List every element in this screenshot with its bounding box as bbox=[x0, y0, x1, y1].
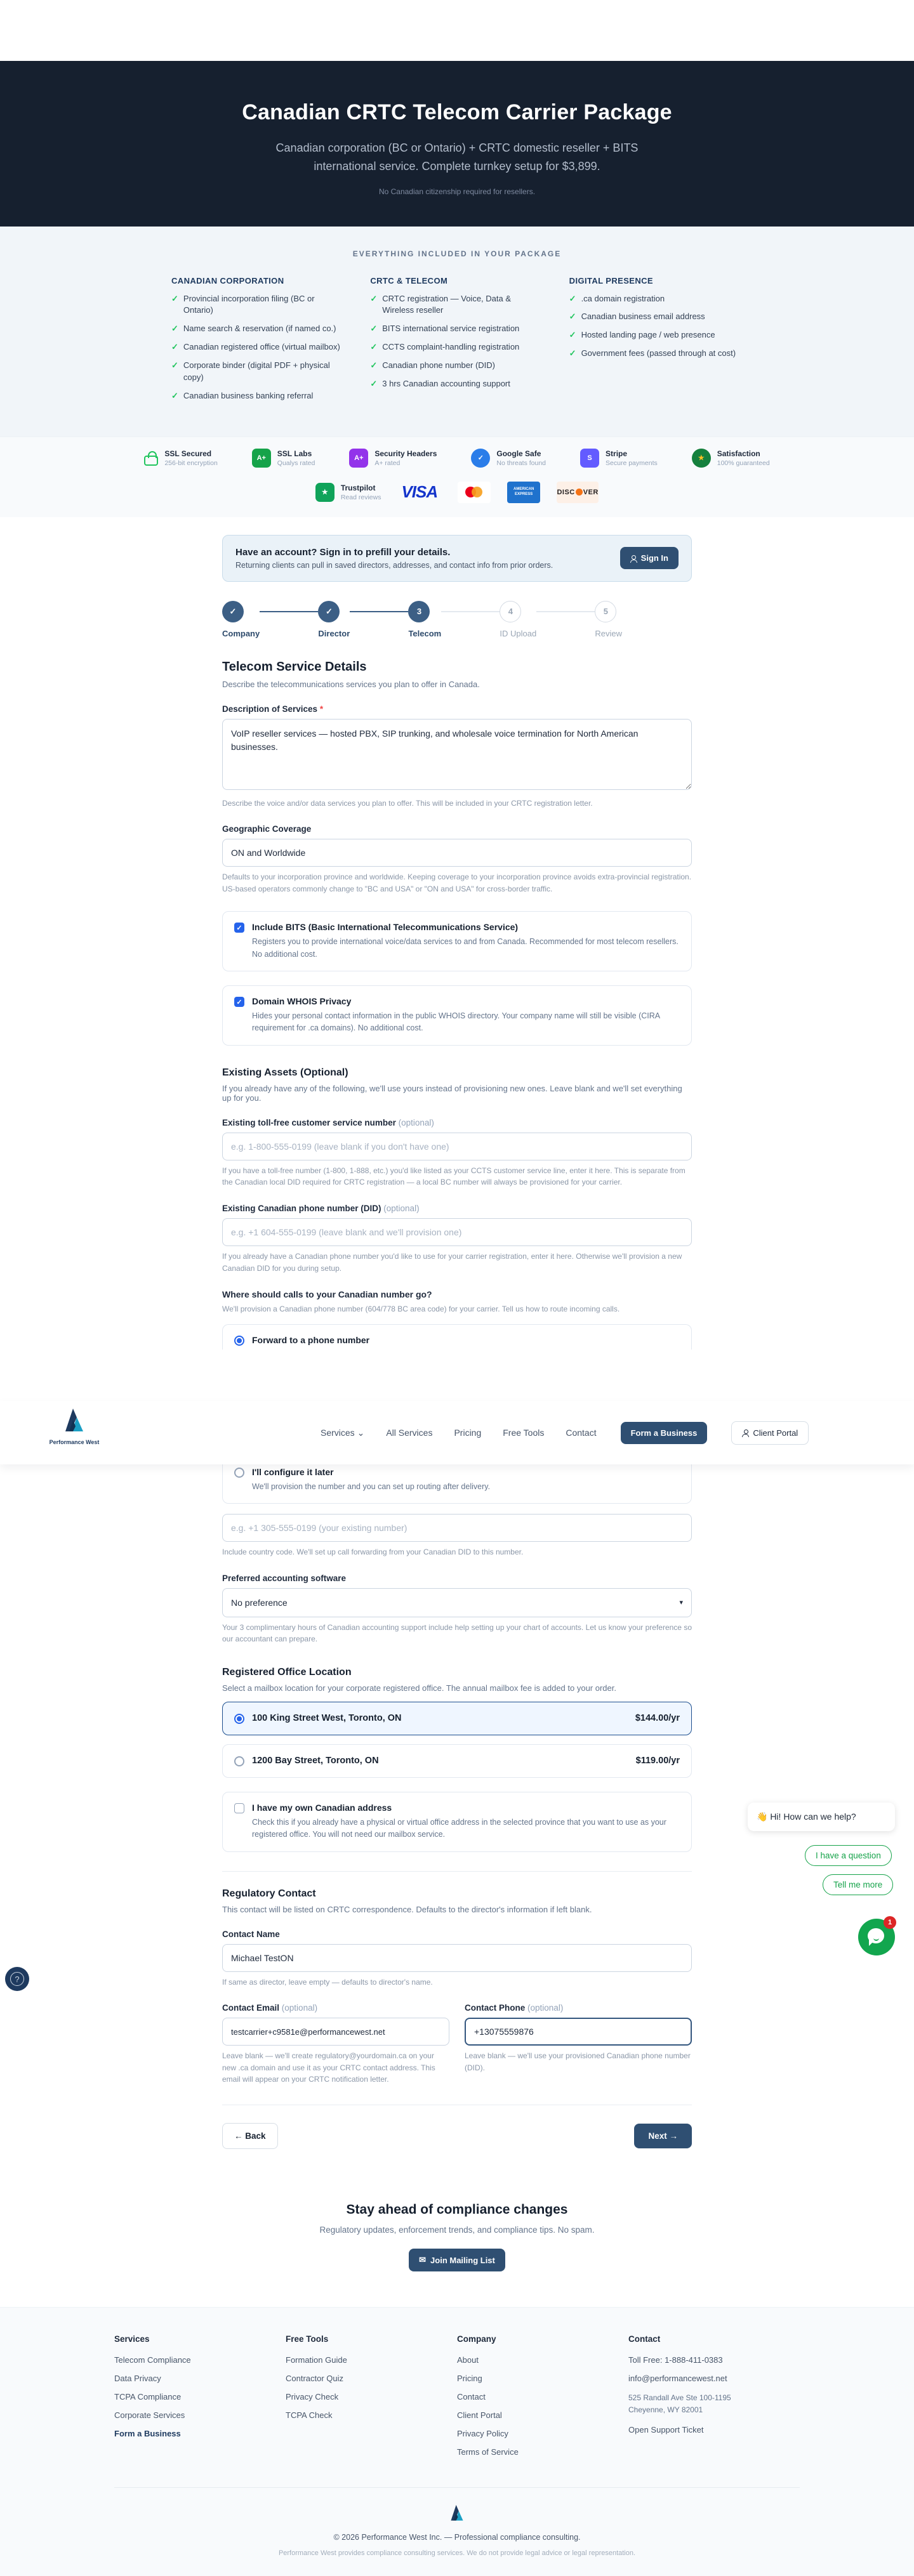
accounting-help: Your 3 complimentary hours of Canadian accounting support include help setting up your chart of accounts. Let us know your preference so our accountant can prepare. bbox=[222, 1622, 692, 1644]
step-check-icon: ✓ bbox=[222, 601, 244, 622]
included-item: ✓ Canadian business banking referral bbox=[171, 390, 345, 402]
office-heading: Registered Office Location bbox=[222, 1666, 352, 1678]
check-icon: ✓ bbox=[171, 390, 178, 400]
included-item: ✓ Name search & reservation (if named co.) bbox=[171, 323, 345, 335]
ssl-labs-icon: A+ bbox=[252, 449, 271, 468]
footer-link-form-a-business[interactable]: Form a Business bbox=[114, 2429, 181, 2439]
nav-links bbox=[321, 1428, 597, 1438]
mailing-subtitle: Regulatory updates, enforcement trends, and compliance tips. No spam. bbox=[319, 2225, 595, 2235]
check-icon: ✓ bbox=[569, 330, 576, 340]
mailing-title: Stay ahead of compliance changes bbox=[346, 2202, 568, 2218]
step-connector bbox=[260, 611, 318, 613]
mastercard-logo bbox=[458, 482, 491, 503]
whois-label: Domain WHOIS Privacy bbox=[252, 996, 352, 1007]
column-title: CRTC & TELECOM bbox=[370, 275, 448, 286]
routing-heading: Where should calls to your Canadian number go? bbox=[222, 1289, 432, 1300]
check-icon: ✓ bbox=[171, 293, 178, 303]
section-title-telecom: Telecom Service Details bbox=[222, 659, 367, 674]
security-headers-icon: A+ bbox=[349, 449, 368, 468]
chevron-down-icon: ⌄ bbox=[357, 1427, 365, 1438]
bits-checkbox-checked[interactable]: ✓ bbox=[234, 923, 244, 933]
step-telecom[interactable]: 3 Telecom bbox=[408, 601, 441, 638]
included-column-corporation bbox=[171, 276, 345, 409]
included-item: ✓ CRTC registration — Voice, Data & Wireless reseller bbox=[370, 293, 543, 317]
brand-name: Performance West bbox=[49, 1439, 100, 1445]
accounting-value: No preference bbox=[231, 1597, 288, 1608]
included-item: ✓ Hosted landing page / web presence bbox=[569, 329, 743, 341]
signin-title: Have an account? Sign in to prefill your details. bbox=[235, 546, 451, 558]
step-connector bbox=[536, 611, 595, 613]
forward-number-input[interactable] bbox=[222, 1514, 692, 1542]
office-price: $144.00/yr bbox=[635, 1713, 680, 1724]
performance-west-logo-icon bbox=[447, 2503, 467, 2523]
trustpilot-star-icon: ★ bbox=[315, 483, 334, 502]
signin-subtitle: Returning clients can pull in saved directors, addresses, and contact info from prior orders. bbox=[235, 560, 553, 570]
office-option-king-street[interactable]: 100 King Street West, Toronto, ON $144.00/yr bbox=[222, 1702, 692, 1735]
brand-logo[interactable] bbox=[39, 1406, 109, 1445]
office-option-bay-street[interactable]: 1200 Bay Street, Toronto, ON $119.00/yr bbox=[222, 1744, 692, 1778]
tollfree-label: Existing toll-free customer service number (optional) bbox=[222, 1117, 434, 1127]
check-icon: ✓ bbox=[569, 293, 576, 303]
existing-assets-heading: Existing Assets (Optional) bbox=[222, 1067, 348, 1078]
bits-option-card[interactable] bbox=[222, 911, 692, 971]
chat-launcher-button[interactable] bbox=[858, 1919, 895, 1955]
included-item: ✓ Government fees (passed through at cost) bbox=[569, 348, 743, 360]
nav-pricing[interactable]: Pricing bbox=[454, 1428, 482, 1438]
contact-email-input[interactable] bbox=[222, 2018, 449, 2046]
step-number: 5 bbox=[595, 601, 616, 622]
chat-bubble-icon bbox=[868, 1928, 884, 1943]
join-mailing-list-button[interactable]: ✉ Join Mailing List bbox=[409, 2249, 505, 2271]
visa-logo: VISA bbox=[401, 482, 438, 501]
satisfaction-star-icon: ★ bbox=[692, 449, 711, 468]
did-input[interactable] bbox=[222, 1218, 692, 1246]
bits-label: Include BITS (Basic International Telecommunications Service) bbox=[252, 922, 519, 933]
later-radio-unselected[interactable] bbox=[234, 1468, 244, 1478]
trust-badges-section bbox=[0, 437, 914, 517]
chat-greeting-bubble[interactable]: 👋 Hi! How can we help? bbox=[748, 1803, 895, 1831]
bits-desc: Registers you to provide international voice/data services to and from Canada. Recommended for most telecom resellers. No additional cost. bbox=[252, 937, 679, 959]
later-label: I'll configure it later bbox=[252, 1466, 334, 1477]
footer-link[interactable]: TCPA Check bbox=[286, 2410, 333, 2421]
accounting-software-select[interactable] bbox=[222, 1588, 692, 1617]
hero-note: No Canadian citizenship required for resellers. bbox=[378, 187, 536, 196]
footer-link[interactable]: Contractor Quiz bbox=[286, 2374, 344, 2384]
office-radio-selected[interactable] bbox=[234, 1714, 244, 1724]
check-icon: ✓ bbox=[370, 378, 378, 388]
contact-name-help: If same as director, leave empty — defaults to director's name. bbox=[222, 1977, 433, 1987]
office-price: $119.00/yr bbox=[635, 1756, 680, 1766]
existing-assets-sub: If you already have any of the following, we'll use yours instead of provisioning new ones. Leave blank and we'll set everything up for you. bbox=[222, 1083, 682, 1103]
contact-phone-label: Contact Phone (optional) bbox=[465, 2003, 564, 2013]
footer-link[interactable]: TCPA Compliance bbox=[114, 2392, 182, 2402]
footer-link[interactable]: Contact bbox=[457, 2392, 486, 2402]
accessibility-help-button[interactable] bbox=[5, 1967, 29, 1991]
check-icon: ✓ bbox=[569, 312, 576, 322]
step-connector bbox=[441, 611, 500, 613]
own-address-desc: Check this if you already have a physical or virtual office address in the selected province that you want to use as your registered office. You will not need our mailbox service. bbox=[252, 1817, 666, 1839]
footer-link[interactable]: Terms of Service bbox=[457, 2447, 519, 2457]
check-icon: ✓ bbox=[370, 342, 378, 352]
included-item: ✓ Canadian phone number (DID) bbox=[370, 360, 543, 372]
check-icon: ✓ bbox=[370, 324, 378, 334]
hero-subtitle: Canadian corporation (BC or Ontario) + CRTC domestic reseller + BITS international service. Complete turnkey setup for $3,899. bbox=[275, 141, 639, 173]
nav-all-services[interactable]: All Services bbox=[386, 1428, 433, 1438]
mailing-section bbox=[0, 2177, 914, 2307]
footer-support-ticket[interactable]: Open Support Ticket bbox=[628, 2425, 704, 2435]
geographic-coverage-label: Geographic Coverage bbox=[222, 824, 312, 834]
contact-phone-input[interactable] bbox=[465, 2018, 692, 2046]
amex-logo: AMERICAN EXPRESS bbox=[507, 482, 540, 503]
nav-free-tools[interactable]: Free Tools bbox=[503, 1428, 545, 1438]
routing-sub: We'll provision a Canadian phone number (604/778 BC area code) for your carrier. Tell us how to route incoming calls. bbox=[222, 1304, 620, 1314]
stripe-icon: S bbox=[580, 449, 599, 468]
person-icon bbox=[630, 555, 637, 562]
disclaimer: Performance West provides compliance consulting services. We do not provide legal advice or legal representation. bbox=[278, 2549, 636, 2558]
section-subtitle: Describe the telecommunications services you plan to offer in Canada. bbox=[222, 679, 480, 689]
included-item: ✓ .ca domain registration bbox=[569, 293, 743, 305]
badge-google-safe: ✓ Google Safe No threats found bbox=[471, 449, 546, 468]
nav-contact[interactable]: Contact bbox=[566, 1428, 597, 1438]
step-number: 3 bbox=[408, 601, 430, 622]
envelope-icon: ✉ bbox=[419, 2255, 427, 2265]
footer-link[interactable]: Data Privacy bbox=[114, 2374, 161, 2384]
whois-checkbox-checked[interactable]: ✓ bbox=[234, 997, 244, 1007]
question-mark-icon: ? bbox=[10, 1972, 24, 1986]
step-company[interactable]: ✓ Company bbox=[222, 601, 260, 638]
footer bbox=[0, 2307, 914, 2576]
office-sub: Select a mailbox location for your corporate registered office. The annual mailbox fee is added to your order. bbox=[222, 1683, 616, 1693]
contact-email-help: Leave blank — we'll create regulatory@yourdomain.ca on your new .ca domain and use it as your CRTC contact address. This email will appear on your CRTC notification letter. bbox=[222, 2051, 435, 2084]
footer-link[interactable]: Pricing bbox=[457, 2374, 482, 2384]
page-title: Canadian CRTC Telecom Carrier Package bbox=[242, 100, 672, 124]
footer-email[interactable]: info@performancewest.net bbox=[628, 2374, 727, 2384]
included-item: ✓ Canadian registered office (virtual mailbox) bbox=[171, 341, 345, 353]
site-navbar bbox=[0, 1401, 914, 1464]
forward-help: Include country code. We'll set up call forwarding from your Canadian DID to this number. bbox=[222, 1548, 524, 1557]
chevron-down-icon: ▾ bbox=[679, 1599, 683, 1607]
footer-bottom bbox=[114, 2487, 800, 2557]
sign-in-button[interactable]: Sign In bbox=[620, 547, 679, 569]
badge-security-headers: A+ Security Headers A+ rated bbox=[349, 449, 437, 468]
main-content bbox=[0, 517, 914, 2178]
included-item: ✓ 3 hrs Canadian accounting support bbox=[370, 378, 543, 390]
footer-column-company: Company About Pricing Contact Client Portal Privacy Policy Terms of Service bbox=[457, 2334, 628, 2466]
step-director[interactable]: ✓ Director bbox=[318, 601, 350, 638]
regulatory-sub: This contact will be listed on CRTC correspondence. Defaults to the director's information if left blank. bbox=[222, 1904, 592, 1914]
geographic-coverage-help: Defaults to your incorporation province and worldwide. Keeping coverage to your incorporation province avoids extra-provincial registration. US-based operators commonly change to "BC and USA" or "ON and USA" for cross-border traffic. bbox=[222, 872, 692, 893]
discover-logo: DISC VER bbox=[557, 482, 599, 503]
included-item: ✓ CCTS complaint-handling registration bbox=[370, 341, 543, 353]
footer-link[interactable]: Formation Guide bbox=[286, 2355, 347, 2365]
nav-services[interactable]: Services ⌄ bbox=[321, 1427, 365, 1438]
badge-trustpilot[interactable]: ★ Trustpilot Read reviews bbox=[315, 483, 381, 502]
footer-link[interactable]: Corporate Services bbox=[114, 2410, 185, 2421]
footer-tollfree[interactable]: Toll Free: 1-888-411-0383 bbox=[628, 2355, 723, 2365]
step-connector bbox=[350, 611, 408, 613]
chat-quick-reply-question[interactable]: I have a question bbox=[805, 1845, 892, 1866]
footer-address: 525 Randall Ave Ste 100-1195 Cheyenne, WY 82001 bbox=[628, 2393, 731, 2415]
discover-dot-icon bbox=[576, 489, 583, 496]
included-item: ✓ BITS international service registration bbox=[370, 323, 543, 335]
included-column-digital bbox=[569, 276, 743, 409]
lock-icon bbox=[144, 456, 158, 466]
step-review[interactable]: 5 Review bbox=[595, 601, 622, 638]
badge-satisfaction: ★ Satisfaction 100% guaranteed bbox=[692, 449, 770, 468]
next-button[interactable]: Next → bbox=[634, 2124, 692, 2148]
footer-link[interactable]: Telecom Compliance bbox=[114, 2355, 191, 2365]
required-asterisk: * bbox=[319, 704, 324, 714]
check-icon: ✓ bbox=[569, 348, 576, 358]
included-item: ✓ Provincial incorporation filing (BC or Ontario) bbox=[171, 293, 345, 317]
accounting-label: Preferred accounting software bbox=[222, 1573, 347, 1583]
progress-steps bbox=[222, 601, 692, 638]
description-help: Describe the voice and/or data services you plan to offer. This will be included in your CRTC registration letter. bbox=[222, 798, 593, 808]
geographic-coverage-input[interactable] bbox=[222, 839, 692, 867]
badge-ssl-secured: SSL Secured 256-bit encryption bbox=[144, 449, 217, 467]
office-radio-unselected[interactable] bbox=[234, 1756, 244, 1766]
own-address-option-card[interactable] bbox=[222, 1792, 692, 1852]
included-section bbox=[0, 227, 914, 437]
column-title: CANADIAN CORPORATION bbox=[171, 275, 284, 286]
copyright: © 2026 Performance West Inc. — Professional compliance consulting. bbox=[333, 2533, 581, 2542]
did-label: Existing Canadian phone number (DID) (optional) bbox=[222, 1203, 420, 1213]
later-desc: We'll provision the number and you can set up routing after delivery. bbox=[252, 1482, 491, 1491]
whois-desc: Hides your personal contact information in the public WHOIS directory. Your company name will still be visible (CIRA requirement for .ca domains). No additional cost. bbox=[252, 1011, 660, 1033]
whois-option-card[interactable] bbox=[222, 985, 692, 1046]
included-item: ✓ Corporate binder (digital PDF + physical copy) bbox=[171, 360, 345, 384]
contact-email-label: Contact Email (optional) bbox=[222, 2003, 318, 2013]
client-portal-button[interactable]: Client Portal bbox=[731, 1421, 809, 1445]
included-item: ✓ Canadian business email address bbox=[569, 311, 743, 323]
check-icon: ✓ bbox=[171, 360, 178, 370]
chat-quick-reply-more[interactable]: Tell me more bbox=[823, 1874, 893, 1895]
contact-phone-help: Leave blank — we'll use your provisioned Canadian phone number (DID). bbox=[465, 2051, 691, 2072]
footer-link[interactable]: Privacy Policy bbox=[457, 2429, 508, 2439]
performance-west-logo-icon bbox=[60, 1406, 88, 1435]
description-of-services-textarea[interactable] bbox=[222, 719, 692, 790]
own-address-checkbox-unchecked[interactable] bbox=[234, 1803, 244, 1813]
divider bbox=[222, 1871, 692, 1872]
forward-label: Forward to a phone number bbox=[252, 1334, 370, 1345]
footer-link[interactable]: About bbox=[457, 2355, 479, 2365]
forward-option-card[interactable] bbox=[222, 1324, 692, 1350]
check-icon: ✓ bbox=[171, 324, 178, 334]
column-title: DIGITAL PRESENCE bbox=[569, 275, 653, 286]
included-heading: EVERYTHING INCLUDED IN YOUR PACKAGE bbox=[352, 249, 562, 258]
footer-column-services: Services Telecom Compliance Data Privacy TCPA Compliance Corporate Services Form a Business bbox=[114, 2334, 286, 2466]
check-icon: ✓ bbox=[370, 360, 378, 370]
forward-radio-selected[interactable] bbox=[234, 1336, 244, 1346]
step-id-upload[interactable]: 4 ID Upload bbox=[500, 601, 536, 638]
tollfree-help: If you have a toll-free number (1-800, 1-888, etc.) you'd like listed as your CCTS customer service line, enter it here. This is separate from the Canadian local DID required for CRTC registration — a local BC number will always be provisioned for your carrier. bbox=[222, 1166, 686, 1187]
badge-stripe: S Stripe Secure payments bbox=[580, 449, 658, 468]
step-number: 4 bbox=[500, 601, 521, 622]
regulatory-heading: Regulatory Contact bbox=[222, 1888, 316, 1899]
signin-banner bbox=[222, 535, 692, 582]
back-button[interactable]: ← Back bbox=[222, 2123, 278, 2149]
contact-name-label: Contact Name bbox=[222, 1929, 280, 1939]
did-help: If you already have a Canadian phone number you'd like to use for your carrier registration, enter it here. Otherwise we'll provision a new Canadian DID for you during setup. bbox=[222, 1251, 682, 1273]
footer-link[interactable]: Privacy Check bbox=[286, 2392, 339, 2402]
description-label: Description of Services * bbox=[222, 704, 324, 714]
included-column-crtc bbox=[370, 276, 543, 409]
footer-column-contact: Contact Toll Free: 1-888-411-0383 info@performancewest.net 525 Randall Ave Ste 100-1195 Cheyenne, WY 82001 Open Support Ticket bbox=[628, 2334, 800, 2466]
check-icon: ✓ bbox=[370, 293, 378, 303]
footer-link[interactable]: Client Portal bbox=[457, 2410, 502, 2421]
contact-name-input[interactable] bbox=[222, 1944, 692, 1972]
form-a-business-button[interactable]: Form a Business bbox=[621, 1422, 708, 1444]
footer-column-free-tools: Free Tools Formation Guide Contractor Quiz Privacy Check TCPA Check bbox=[286, 2334, 457, 2466]
google-safe-icon: ✓ bbox=[471, 449, 490, 468]
tollfree-input[interactable] bbox=[222, 1133, 692, 1160]
check-icon: ✓ bbox=[171, 342, 178, 352]
person-icon bbox=[742, 1429, 748, 1436]
step-check-icon: ✓ bbox=[318, 601, 340, 622]
own-address-label: I have my own Canadian address bbox=[252, 1802, 392, 1813]
badge-ssl-labs: A+ SSL Labs Qualys rated bbox=[252, 449, 315, 468]
hero-section bbox=[0, 61, 914, 227]
chat-unread-badge: 1 bbox=[884, 1916, 896, 1929]
